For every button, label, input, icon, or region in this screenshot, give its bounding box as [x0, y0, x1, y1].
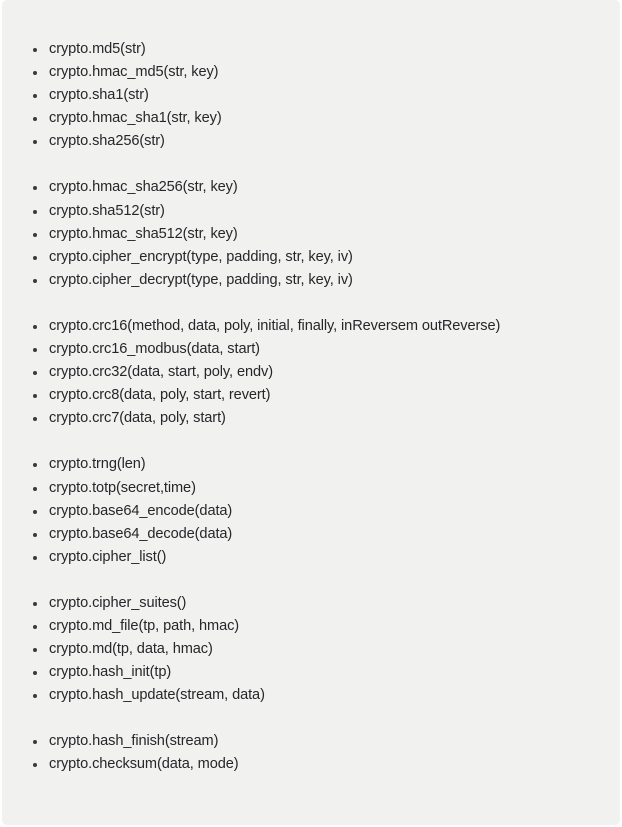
bullet-icon [33, 371, 37, 375]
list-item [2, 407, 620, 430]
bullet-icon [33, 763, 37, 767]
api-function-text: crypto.crc7(data, poly, start) [49, 410, 226, 427]
bullet-icon [33, 94, 37, 98]
list-item [2, 684, 620, 707]
bullet-icon [33, 625, 37, 629]
bullet-icon [33, 533, 37, 537]
list-item [2, 38, 620, 61]
api-function-text: crypto.md(tp, data, hmac) [49, 641, 213, 658]
api-group-1 [2, 38, 620, 153]
bullet-icon [33, 394, 37, 398]
api-function-text: crypto.sha1(str) [49, 87, 149, 104]
api-list-panel [2, 0, 620, 825]
api-function-text: crypto.base64_decode(data) [49, 525, 233, 542]
bullet-icon [33, 487, 37, 491]
bullet-icon [33, 48, 37, 52]
api-function-text: crypto.base64_encode(data) [49, 502, 233, 519]
list-item [2, 176, 620, 199]
bullet-icon [33, 417, 37, 421]
api-function-text: crypto.md5(str) [49, 41, 146, 57]
api-function-text: crypto.crc16(method, data, poly, initial, finally, inReversem outReverse) [49, 317, 501, 334]
api-function-text: crypto.crc32(data, start, poly, endv) [49, 364, 273, 381]
api-function-text: crypto.crc8(data, poly, start, revert) [49, 387, 271, 404]
bullet-icon [33, 140, 37, 144]
api-function-text: crypto.cipher_suites() [49, 594, 187, 611]
api-group-4 [2, 453, 620, 568]
bullet-icon [33, 602, 37, 606]
list-item [2, 500, 620, 523]
list-item [2, 246, 620, 269]
api-group-5 [2, 592, 620, 707]
api-function-text: crypto.hmac_sha512(str, key) [49, 225, 238, 242]
api-function-text: crypto.hash_init(tp) [49, 664, 172, 681]
list-item [2, 753, 620, 776]
bullet-icon [33, 233, 37, 237]
bullet-icon [33, 210, 37, 214]
list-item [2, 730, 620, 753]
bullet-icon [33, 348, 37, 352]
list-item [2, 615, 620, 638]
api-function-text: crypto.md_file(tp, path, hmac) [49, 617, 240, 634]
api-function-text: crypto.crc16_modbus(data, start) [49, 341, 260, 358]
api-function-text: crypto.hmac_sha1(str, key) [49, 110, 222, 127]
api-group-2 [2, 176, 620, 291]
api-function-text: crypto.hash_update(stream, data) [49, 687, 265, 704]
list-item [2, 315, 620, 338]
bullet-icon [33, 556, 37, 560]
list-item [2, 523, 620, 546]
api-function-text: crypto.hash_finish(stream) [49, 733, 219, 750]
list-item [2, 223, 620, 246]
list-item [2, 384, 620, 407]
list-item [2, 453, 620, 476]
api-function-text: crypto.cipher_encrypt(type, padding, str, key, iv) [49, 248, 353, 265]
api-function-text: crypto.sha512(str) [49, 202, 165, 219]
list-item [2, 130, 620, 153]
api-group-6 [2, 730, 620, 776]
bullet-icon [33, 186, 37, 190]
bullet-icon [33, 71, 37, 75]
list-item [2, 361, 620, 384]
api-function-text: crypto.cipher_list() [49, 548, 167, 565]
list-item [2, 546, 620, 569]
list-item [2, 661, 620, 684]
list-item [2, 84, 620, 107]
api-function-text: crypto.checksum(data, mode) [49, 756, 239, 773]
bullet-icon [33, 256, 37, 260]
bullet-icon [33, 463, 37, 467]
bullet-icon [33, 510, 37, 514]
list-item [2, 61, 620, 84]
api-function-text: crypto.trng(len) [49, 456, 146, 473]
api-function-text: crypto.cipher_decrypt(type, padding, str, key, iv) [49, 271, 353, 288]
bullet-icon [33, 671, 37, 675]
list-item [2, 638, 620, 661]
list-item [2, 107, 620, 130]
api-group-3 [2, 315, 620, 430]
list-item [2, 477, 620, 500]
list-item [2, 592, 620, 615]
list-item [2, 200, 620, 223]
list-item [2, 338, 620, 361]
bullet-icon [33, 117, 37, 121]
bullet-icon [33, 740, 37, 744]
api-function-text: crypto.hmac_md5(str, key) [49, 64, 219, 81]
api-function-text: crypto.sha256(str) [49, 133, 165, 150]
api-function-text: crypto.hmac_sha256(str, key) [49, 179, 238, 196]
bullet-icon [33, 279, 37, 283]
bullet-icon [33, 648, 37, 652]
api-function-text: crypto.totp(secret,time) [49, 479, 196, 496]
list-item [2, 269, 620, 292]
bullet-icon [33, 325, 37, 329]
bullet-icon [33, 694, 37, 698]
